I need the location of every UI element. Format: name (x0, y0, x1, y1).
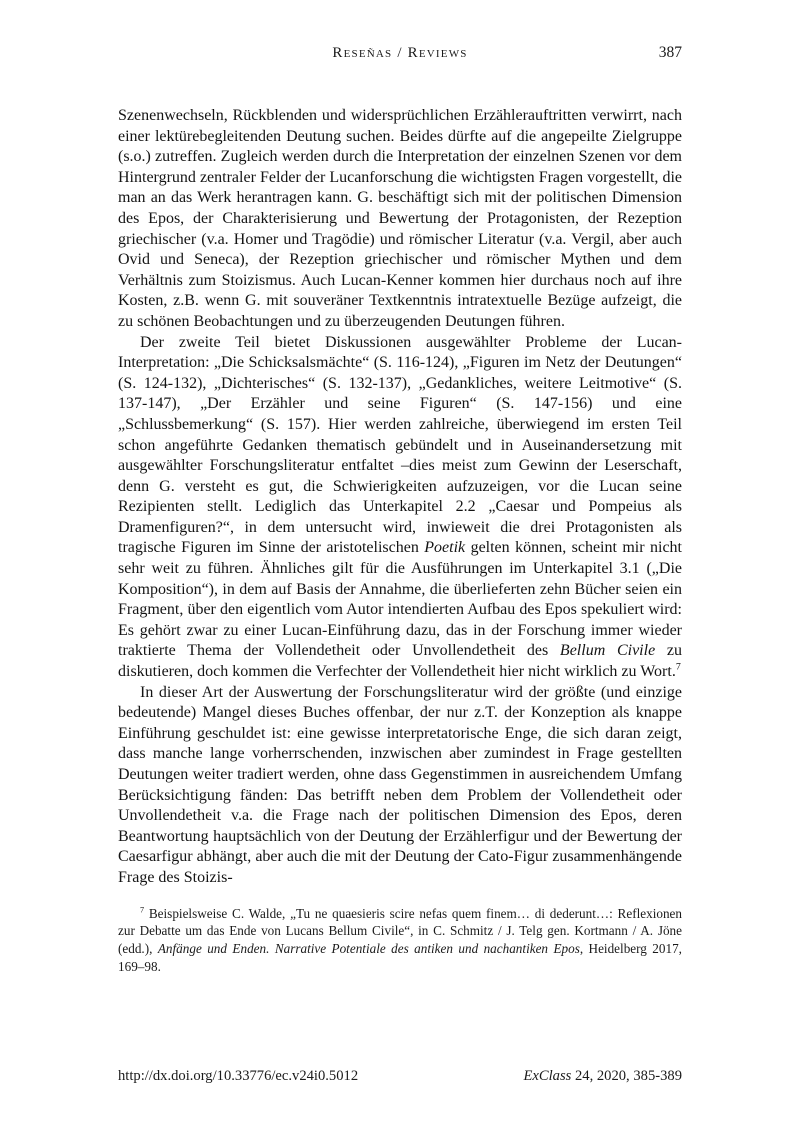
footnote-reference: 7 (675, 661, 681, 673)
footnote-text: Beispielsweise C. Walde, „Tu ne quaesieris scire nefas quem finem… di dederunt…: Reflexionen zur Debatte um das Ende von Lucans Bellum Civile“, in C. Schmitz / J. Telg gen. Kortmann / A. Jöne (edd.), (118, 905, 682, 957)
paragraph-text: In dieser Art der Auswertung der Forschungsliteratur wird der größte (und einzige bedeutende) Mangel dieses Buches offenbar, der nur z.T. der Konzeption als knappe Einführung geschuldet ist: eine gewisse interpretatorische Enge, die sich daran zeigt, dass manche lange vorherrschenden, inzwischen aber zumindest in Frage gestellten Deutungen weiter tradiert werden, ohne dass Gegenstimmen in ausreichendem Umfang Berücksichtigung fänden: Das betrifft neben dem Problem der Vollendetheit oder Unvollendetheit v.a. die Frage nach der politischen Dimension des Epos, deren Beantwortung hauptsächlich von der Deutung der Erzählerfigur und der Bewertung der Caesarfigur abhängt, aber auch die mit der Deutung der Cato-Figur zusammenhängende Frage des Stoizis- (118, 683, 682, 886)
paragraph-text: gelten können, scheint mir nicht sehr weit zu führen. Ähnliches gilt für die Ausführungen im Unterkapitel 3.1 („Die Komposition“), in dem auf Basis der Annahme, die überlieferten zehn Bücher seien ein Fragment, über den eigentlich vom Autor intendierten Aufbau des Epos spekuliert wird: Es gehört zwar zu einer Lucan-Einführung dazu, das in der Forschung immer wieder traktierte Thema der Vollendetheit oder Unvollendetheit des (118, 539, 682, 660)
footnote-number: 7 (140, 905, 145, 915)
footnote (118, 905, 682, 976)
italic-title: Anfänge und Enden. Narrative Potentiale des antiken und nachantiken Epos (157, 941, 580, 957)
journal-name: ExClass (523, 1068, 572, 1084)
running-title: Reseñas / Reviews (332, 45, 468, 61)
italic-title: Poetik (424, 539, 466, 557)
paragraph-text: zu diskutieren, doch kommen die Verfechter der Vollendetheit hier nicht wirklich zu Wort. (118, 642, 682, 681)
paragraph-3 (118, 683, 682, 889)
page-number: 387 (658, 44, 682, 61)
citation-detail: 24, 2020, 385-389 (571, 1068, 682, 1084)
paragraph-2 (118, 333, 682, 683)
page-footer (118, 1068, 682, 1085)
review-body (118, 106, 682, 889)
journal-citation (523, 1068, 682, 1085)
italic-title: Bellum Civile (559, 642, 656, 660)
paragraph-text: Szenenwechseln, Rückblenden und widersprüchlichen Erzählerauftritten verwirrt, nach einer lektürebegleitenden Deutung suchen. Beides dürfte auf die angepeilte Zielgruppe (s.o.) zutreffen. Zugleich werden durch die Interpretation der einzelnen Szenen vor dem Hintergrund zentraler Felder der Lucanforschung die wichtigsten Fragen vorgestellt, die man an das Werk herantragen kann. G. beschäftigt sich mit der politischen Dimension des Epos, der Charakterisierung und Bewertung der Protagonisten, der Rezeption griechischer (v.a. Homer und Tragödie) und römischer Literatur (v.a. Vergil, aber auch Ovid und Seneca), der Rezeption griechischer und römischer Mythen und dem Verhältnis zum Stoizismus. Auch Lucan-Kenner kommen hier durchaus noch auf ihre Kosten, z.B. wenn G. mit souveräner Textkenntnis intratextuelle Bezüge aufzeigt, die zu schönen Beobachtungen und zu überzeugenden Deutungen führen. (118, 107, 682, 330)
footnote-text: , Heidelberg 2017, 169–98. (118, 941, 682, 974)
page-header (118, 44, 682, 64)
paragraph-1 (118, 106, 682, 333)
doi-link[interactable]: http://dx.doi.org/10.33776/ec.v24i0.5012 (118, 1068, 359, 1084)
paragraph-text: Der zweite Teil bietet Diskussionen ausgewählter Probleme der Lucan-Interpretation: „Die Schicksalsmächte“ (S. 116-124), „Figuren im Netz der Deutungen“ (S. 124-132), „Dichterisches“ (S. 132-137), „Gedankliches, weitere Leitmotive“ (S. 137-147), „Der Erzähler und seine Figuren“ (S. 147-156) und eine „Schlussbemerkung“ (S. 157). Hier werden zahlreiche, überwiegend im ersten Teil schon angeführte Gedanken thematisch gebündelt und in Auseinandersetzung mit ausgewählter Forschungsliteratur entfaltet –dies meist zum Gewinn der Leserschaft, denn G. versteht es gut, die Schwierigkeiten aufzuzeigen, vor die Lucan seine Rezipienten stellt. Lediglich das Unterkapitel 2.2 „Caesar und Pompeius als Dramenfiguren?“, in dem untersucht wird, inwieweit die drei Protagonisten als tragische Figuren im Sinne der aristotelischen (118, 333, 682, 557)
